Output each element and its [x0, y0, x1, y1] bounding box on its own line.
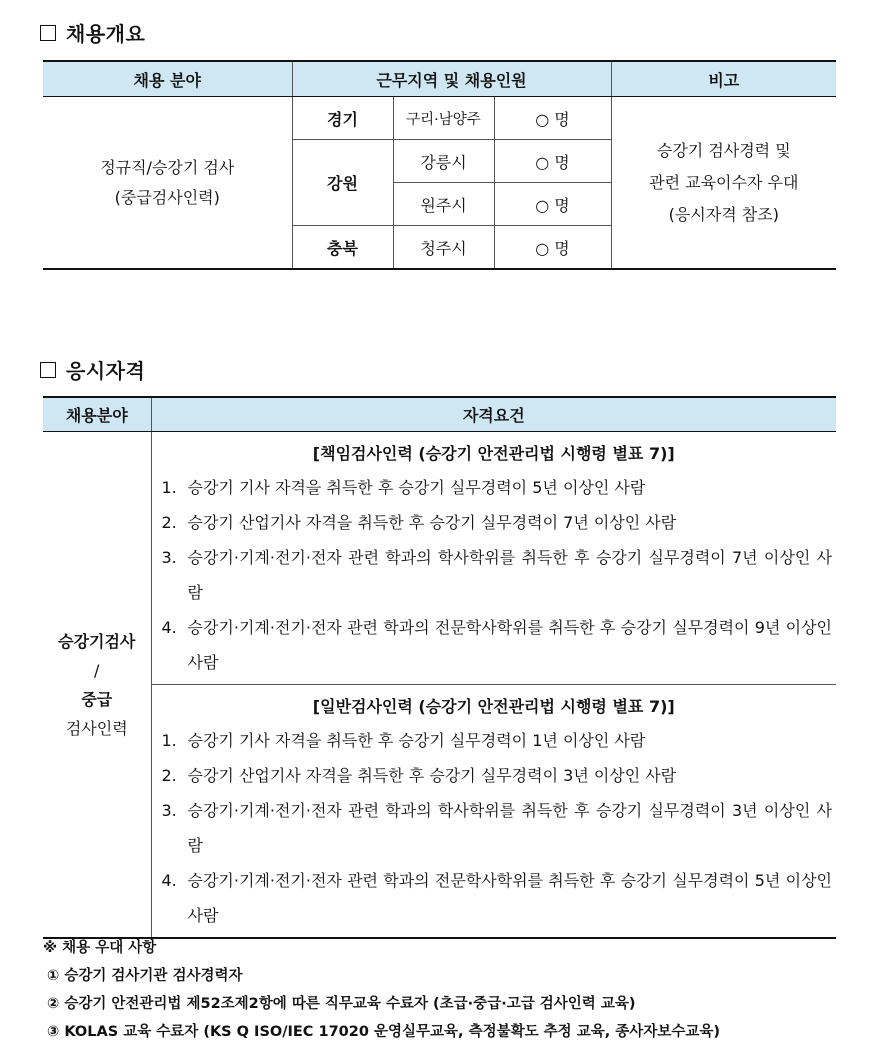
- table-row: [43, 432, 836, 939]
- item-number: 2.: [161, 766, 177, 785]
- item-text: 승강기·기계·전기·전자 관련 학과의 전문학사학위를 취득한 후 승강기 실무경력이 5년 이상인 사람: [187, 871, 832, 925]
- field-cell: [43, 97, 292, 270]
- preference-notes: [43, 934, 720, 1046]
- item-number: 1.: [161, 478, 177, 497]
- item-number: 3.: [161, 801, 177, 820]
- checkbox-square-icon: [40, 362, 56, 378]
- province-cell: 충북: [292, 226, 393, 270]
- note-line: (응시자격 참조): [668, 204, 779, 224]
- section-title-text: 응시자격: [66, 359, 146, 383]
- city-cell: 원주시: [393, 183, 494, 226]
- province-cell: 강원: [292, 140, 393, 226]
- item-number: 4.: [161, 871, 177, 890]
- list-item: [152, 470, 837, 505]
- count-cell: ○ 명: [494, 226, 611, 270]
- item-number: 4.: [161, 618, 177, 637]
- list-item: [152, 863, 837, 933]
- note-item: ② 승강기 안전관리법 제52조제2항에 따른 직무교육 수료자 (초급·중급·고급 검사인력 교육): [47, 996, 636, 1012]
- field-line: (중급검사인력): [114, 187, 220, 207]
- item-number: 3.: [161, 548, 177, 567]
- header-requirements: 자격요건: [151, 397, 836, 432]
- requirement-group: [152, 684, 837, 937]
- item-text: 승강기 기사 자격을 취득한 후 승강기 실무경력이 1년 이상인 사람: [187, 731, 646, 750]
- count-cell: ○ 명: [494, 183, 611, 226]
- requirements-cell: [151, 432, 836, 939]
- city-cell: 구리·남양주: [393, 97, 494, 140]
- recruitment-overview-table: [43, 60, 836, 270]
- section-title-overview: [40, 18, 145, 47]
- list-item: [152, 505, 837, 540]
- city-cell: 청주시: [393, 226, 494, 270]
- list-item: [152, 540, 837, 610]
- list-item: [152, 758, 837, 793]
- note-line: 승강기 검사경력 및: [656, 140, 791, 160]
- item-number: 2.: [161, 513, 177, 532]
- field-line: 승강기검사: [58, 631, 136, 651]
- notes-title: ※ 채용 우대 사항: [43, 940, 157, 956]
- table-row: [43, 97, 836, 140]
- count-cell: ○ 명: [494, 97, 611, 140]
- table-header-row: [43, 397, 836, 432]
- qualification-table: [43, 396, 836, 939]
- field-line: /: [94, 660, 100, 680]
- requirement-group: [152, 432, 837, 684]
- item-text: 승강기·기계·전기·전자 관련 학과의 학사학위를 취득한 후 승강기 실무경력이 3년 이상인 사람: [187, 801, 832, 855]
- section-title-qualification: [40, 355, 145, 384]
- item-text: 승강기·기계·전기·전자 관련 학과의 전문학사학위를 취득한 후 승강기 실무경력이 9년 이상인 사람: [187, 618, 832, 672]
- header-field: 채용 분야: [43, 61, 292, 97]
- item-text: 승강기 기사 자격을 취득한 후 승강기 실무경력이 5년 이상인 사람: [187, 478, 646, 497]
- note-line: 관련 교육이수자 우대: [649, 172, 799, 192]
- header-location: 근무지역 및 채용인원: [292, 61, 611, 97]
- list-item: [152, 723, 837, 758]
- header-field: 채용분야: [43, 397, 151, 432]
- field-line: 검사인력: [65, 718, 128, 738]
- province-cell: 경기: [292, 97, 393, 140]
- list-item: [152, 610, 837, 680]
- note-item: ① 승강기 검사기관 검사경력자: [47, 968, 243, 984]
- group-heading: [책임검사인력 (승강기 안전관리법 시행령 별표 7)]: [312, 444, 675, 463]
- table-header-row: [43, 61, 836, 97]
- item-text: 승강기·기계·전기·전자 관련 학과의 학사학위를 취득한 후 승강기 실무경력이 7년 이상인 사람: [187, 548, 832, 602]
- item-text: 승강기 산업기사 자격을 취득한 후 승강기 실무경력이 7년 이상인 사람: [187, 513, 677, 532]
- note-item: ③ KOLAS 교육 수료자 (KS Q ISO/IEC 17020 운영실무교육, 측정불확도 추정 교육, 종사자보수교육): [47, 1024, 720, 1040]
- note-cell: [611, 97, 836, 270]
- field-line: 중급: [81, 689, 113, 709]
- city-cell: 강릉시: [393, 140, 494, 183]
- checkbox-square-icon: [40, 25, 56, 41]
- item-number: 1.: [161, 731, 177, 750]
- list-item: [152, 793, 837, 863]
- count-cell: ○ 명: [494, 140, 611, 183]
- header-note: 비고: [611, 61, 836, 97]
- section-title-text: 채용개요: [66, 22, 146, 46]
- group-heading: [일반검사인력 (승강기 안전관리법 시행령 별표 7)]: [312, 697, 675, 716]
- item-text: 승강기 산업기사 자격을 취득한 후 승강기 실무경력이 3년 이상인 사람: [187, 766, 677, 785]
- field-cell: [43, 432, 151, 939]
- field-line: 정규직/승강기 검사: [100, 157, 235, 177]
